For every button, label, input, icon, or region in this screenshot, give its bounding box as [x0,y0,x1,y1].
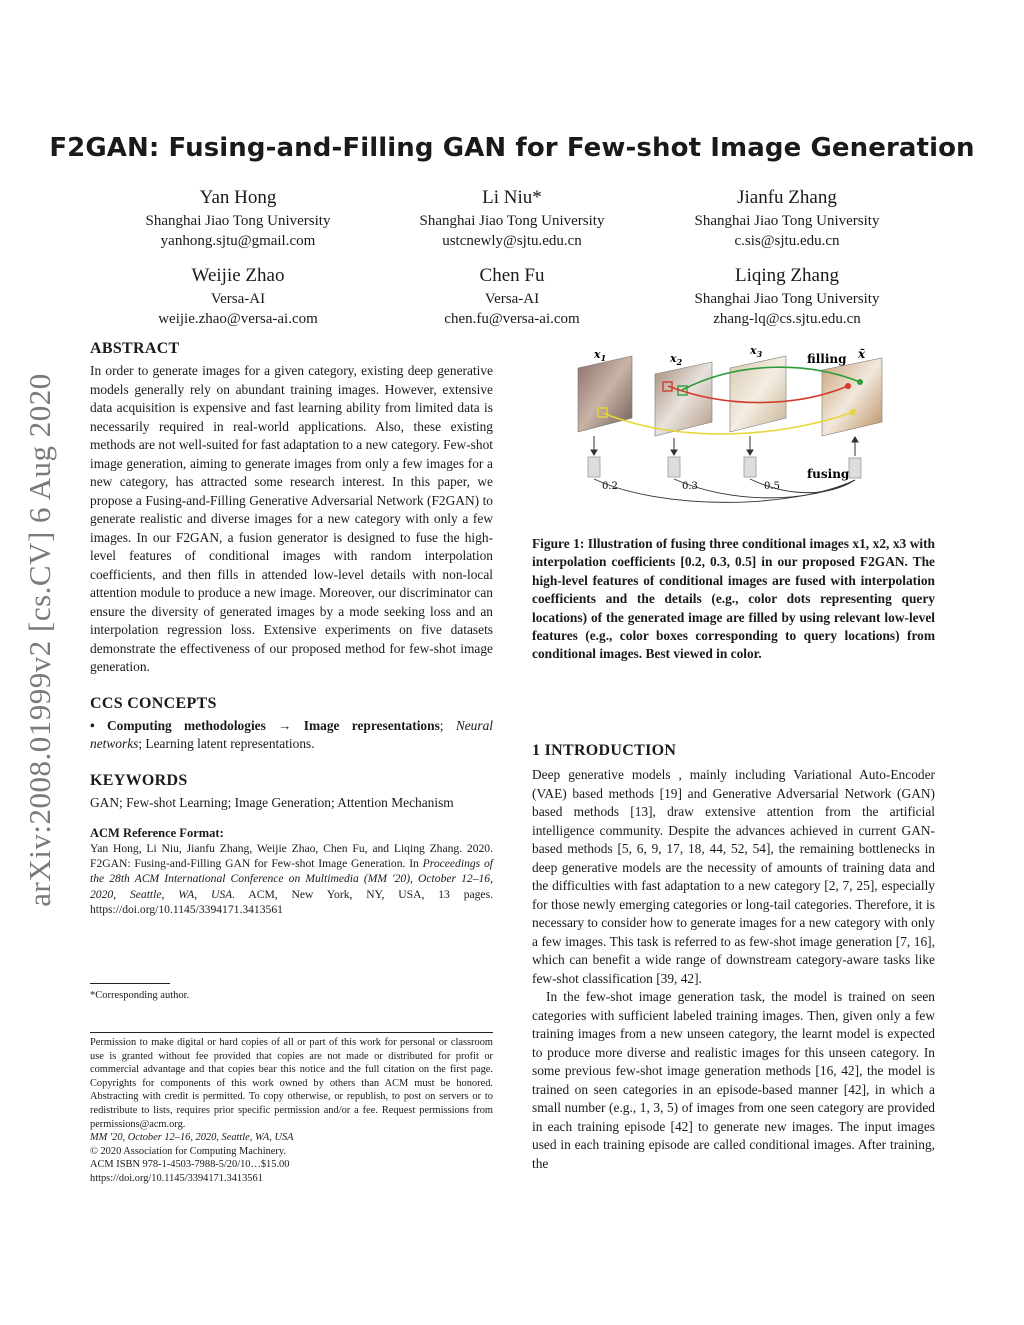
acm-ref-italic: Proceedings of the 28th ACM International Conference on Multimedia (MM '20), October 12–16, 2020, Seattle, WA, USA. [90,857,493,901]
label-x3: $x_3$ [750,344,763,359]
figure-1-diagram [560,340,900,510]
feature-block-3 [744,457,756,477]
label-filling: filling [807,352,847,366]
left-column [90,340,493,917]
keywords-text: GAN; Few-shot Learning; Image Generation; Attention Mechanism [90,794,454,810]
abstract-heading: ABSTRACT [90,340,180,357]
intro-heading: 1 INTRODUCTION [532,742,677,759]
feature-arrows [591,436,858,456]
intro-paragraph-2: In the few-shot image generation task, the model is trained on seen categories with sufficient labeled training images. Then, given only a few training images from a new unseen category, the learnt model is expected to produce more diverse and realistic images for this unseen category. In some previous few-shot image generation methods [16, 42], the model is trained on seen categories in an episode-based manner [42], in which a small number (e.g., 1, 3, 5) of images from one seen category are provided in each training episode [42] to generate new images. The input images used in each training episode are called conditional images. After training, the [532,989,935,1171]
keywords-heading: KEYWORDS [90,771,188,789]
image-generated [822,358,882,436]
author-email: weijie.zhao@versa-ai.com [158,311,318,327]
author-email: c.sis@sjtu.edu.cn [734,233,840,249]
author-affiliation: Versa-AI [484,291,540,307]
author-block [372,265,652,329]
author-name: Liqing Zhang [735,265,839,286]
author-email: chen.fu@versa-ai.com [444,311,580,327]
ccs-rest: ; Learning latent representations. [138,736,315,751]
image-x2 [655,362,712,436]
acm-ref-heading: ACM Reference Format: [90,826,224,840]
acm-ref-line2: ACM, New York, NY, USA, 13 pages. https://doi.org/10.1145/3394171.3413561 [90,887,493,916]
author-name: Jianfu Zhang [737,187,837,208]
coefficient-3: 0.5 [764,481,780,492]
arxiv-id: arXiv:2008.01999v2 [cs.CV] 6 Aug 2020 [22,373,57,907]
author-block [647,265,927,329]
coefficient-1: 0.2 [602,481,618,492]
author-block [372,187,652,251]
author-affiliation: Versa-AI [210,291,266,307]
author-affiliation: Shanghai Jiao Tong University [694,213,880,229]
intro-paragraph-1: Deep generative models , mainly including Variational Auto-Encoder (VAE) based methods [19] and Generative Adversarial Network (GAN) based methods [13], draw extensive attention from the artificial intelligence community. Despite the advances achieved in current GAN-based methods [5, 6, 9, 17, 18, 44, 52, 54], the remaining bottlenecks in deep generative models are the necessity of amounts of training data and the difficulties with fast adaptation to a new category [2, 7, 25], especially for those newly emerging categories or long-tail categories. Therefore, it is necessary to consider how to generate images for a new category with only a few images. This task is referred to as few-shot image generation [7, 16], which can benefit a wide range of downstream category-aware tasks like few-shot classification [39, 42]. [532,767,935,986]
ccs-heading: CCS CONCEPTS [90,694,217,712]
permission-doi: https://doi.org/10.1145/3394171.3413561 [90,1172,263,1184]
feature-block-fused [849,458,861,478]
label-xbar: x̄ [858,347,866,361]
author-block [98,187,378,251]
feature-block-2 [668,457,680,477]
permission-copyright: © 2020 Association for Computing Machinery. [90,1145,286,1157]
author-email: zhang-lq@cs.sjtu.edu.cn [713,311,861,327]
fusing-arc-1 [594,479,855,502]
permission-rule [90,1032,493,1033]
author-block [647,187,927,251]
ccs-text [90,717,493,754]
author-email: yanhong.sjtu@gmail.com [160,233,316,249]
author-block [98,265,378,329]
arxiv-stamp [0,0,80,1325]
author-name: Chen Fu [479,265,545,286]
author-affiliation: Shanghai Jiao Tong University [694,291,880,307]
attention-curve-yellow [603,412,853,434]
author-name: Li Niu* [482,187,542,208]
label-x1: $x_1$ [594,348,607,363]
acm-ref-text [90,841,493,917]
acm-ref-line1: Yan Hong, Li Niu, Jianfu Zhang, Weijie Zhao, Chen Fu, and Liqing Zhang. 2020. F2GAN: Fusing-and-Filling GAN for Few-shot Image Generation. In [90,842,493,871]
footnote: *Corresponding author. [90,990,190,1001]
ccs-sep: ; [439,717,456,733]
permission-isbn: ACM ISBN 978-1-4503-7988-5/20/10…$15.00 [90,1159,290,1171]
permission-text: Permission to make digital or hard copies of all or part of this work for personal or classroom use is granted without fee provided that copies are not made or distributed for profit or commercial advantage and that copies bear this notice and the full citation on the first page. Copyrights for components of this work owned by others than ACM must be honored. Abstracting with credit is permitted. To copy otherwise, or republish, to post on servers or to redistribute to lists, requires prior specific permission and/or a fee. Request permissions from permissions@acm.org. [90,1037,493,1130]
author-affiliation: Shanghai Jiao Tong University [145,213,331,229]
ccs-italic: Neural networks [90,717,494,751]
label-x2: $x_2$ [670,352,683,367]
feature-block-1 [588,457,600,477]
ccs-bold: • Computing methodologies → Image representations [90,717,440,733]
coefficient-2: 0.3 [682,481,698,492]
paper-title: F2GAN: Fusing-and-Filling GAN for Few-shot Image Generation [49,133,975,163]
figure-1 [560,340,900,510]
author-name: Weijie Zhao [191,265,285,286]
permission-venue: MM '20, October 12–16, 2020, Seattle, WA, USA [90,1132,294,1144]
figure-caption: Figure 1: Illustration of fusing three conditional images x1, x2, x3 with interpolation coefficients [0.2, 0.3, 0.5] in our proposed F2GAN. The high-level features of conditional images are fused with interpolation coefficients and the details (e.g., color dots representing query locations) of the generated image are filled by using relevant low-level features (e.g., color boxes corresponding to query locations) from conditional images. Best viewed in color. [532,536,935,662]
introduction [532,742,935,1173]
permission-block [90,1036,493,1186]
label-fusing: fusing [807,467,850,481]
author-affiliation: Shanghai Jiao Tong University [419,213,605,229]
author-email: ustcnewly@sjtu.edu.cn [442,233,582,249]
footnote-rule [90,983,170,984]
author-name: Yan Hong [199,187,277,208]
abstract-text: In order to generate images for a given category, existing deep generative models generally rely on abundant training images. However, extensive data acquisition is expensive and fast learning ability from limited data is necessarily required in real-world applications. Also, these existing methods are not well-suited for fast adaptation to a new category. Few-shot image generation, aiming to generate images from only a few images for a new category, has attracted some research interest. In this paper, we propose a Fusing-and-Filling Generative Adversarial Network (F2GAN) to generate realistic and diverse images for a new category with only a few images. In our F2GAN, a fusion generator is designed to fuse the high-level features of conditional images with random interpolation coefficients, and then fills in attended low-level details with non-local attention module to produce a new image. Moreover, our discriminator can ensure the diversity of generated images by a mode seeking loss and an interpolation regression loss. Extensive experiments on five datasets demonstrate the effectiveness of our proposed method for few-shot image generation. [90,363,493,674]
